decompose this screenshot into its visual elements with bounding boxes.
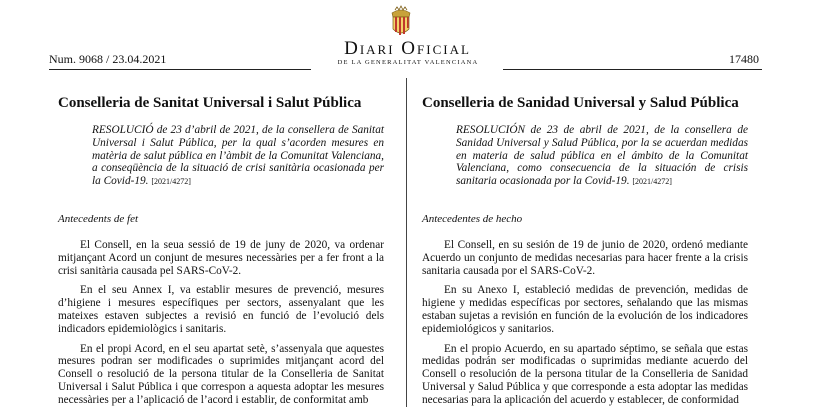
masthead-subtitle: DE LA GENERALITAT VALENCIANA — [337, 59, 479, 66]
page-number: 17480 — [729, 52, 759, 66]
resolution-summary — [92, 124, 384, 189]
paragraph: El Consell, en la seua sessió de 19 de juny de 2020, va ordenar mitjançant Acord un conjunt de mesures necessàries per a fer front a la crisi sanitària causada pel SARS-CoV-2. — [58, 238, 384, 277]
paragraph: El Consell, en su sesión de 19 de junio de 2020, ordenó mediante Acuerdo un conjunto de medidas necesarias para hacer frente a la crisis sanitaria causada por el SARS-CoV-2. — [422, 238, 748, 277]
department-title: Conselleria de Sanidad Universal y Salud Pública — [422, 95, 739, 111]
section-heading: Antecedents de fet — [58, 212, 139, 225]
header-rule-left — [49, 69, 311, 70]
resolution-text: RESOLUCIÓ de 23 d’abril de 2021, de la consellera de Sanitat Universal i Salut Pública, per la qual s’acorden mesures en matèria de salut pública en l’àmbit de la Comunitat Valenciana, a conseqüència de la situació de crisi sanitària ocasionada per la Covid-19. — [92, 124, 384, 188]
paragraph: En el propio Acuerdo, en su apartado séptimo, se señala que estas medidas podrán ser modificadas o suprimidas mediante acuerdo del Consell o resolución de la persona titular de la Conselleria de Sanidad Universal y Salud Pública y que corresponde a esta adoptar las medidas necesarias para la aplicación del acuerdo y establecer, de conformidad — [422, 342, 748, 406]
resolution-text: RESOLUCIÓN de 23 de abril de 2021, de la consellera de Sanidad Universal y Salud Pública, por la se acuerdan medidas en materia de salud pública en el ámbito de la Comunitat Valenciana, como consecuencia de la situación de crisis sanitaria ocasionada por la Covid-19. — [456, 124, 748, 188]
resolution-summary — [456, 124, 748, 189]
column-divider — [406, 78, 407, 407]
header-rule-right — [503, 69, 762, 70]
paragraph: En su Anexo I, estableció medidas de prevención, medidas de higiene y medidas específicas por sectores, señalando que las mismas estaban sujetas a revisión en función de la evolución de los indicadores epidemiológicos y sanitarios. — [422, 284, 748, 335]
paragraph: En el seu Annex I, va establir mesures de prevenció, mesures d’higiene i mesures específiques per sectors, assenyalant que les mateixes estaven subjectes a revisió en funció de l’evolució dels indicadors epidemiològics i sanitaris. — [58, 284, 384, 335]
generalitat-emblem-icon — [386, 3, 416, 39]
spanish-column — [422, 94, 748, 407]
paragraph: En el propi Acord, en el seu apartat setè, s’assenyala que aquestes mesures podran ser modificades o suprimides mitjançant acord del Consell o resolució de la persona titular de la Conselleria de Sanitat Universal i Salut Pública i que correspon a aquesta adoptar les mesures necessàries per a l’aplicació de l’acord i establir, de conformitat amb — [58, 342, 384, 406]
department-title: Conselleria de Sanitat Universal i Salut Pública — [58, 95, 362, 111]
resolution-reference: [2021/4272] — [632, 177, 672, 187]
resolution-reference: [2021/4272] — [151, 177, 191, 187]
section-heading: Antecedentes de hecho — [422, 212, 523, 225]
issue-number: Num. 9068 / 23.04.2021 — [49, 52, 167, 66]
catalan-column — [58, 94, 384, 407]
masthead-title: Diari Oficial — [344, 38, 471, 59]
